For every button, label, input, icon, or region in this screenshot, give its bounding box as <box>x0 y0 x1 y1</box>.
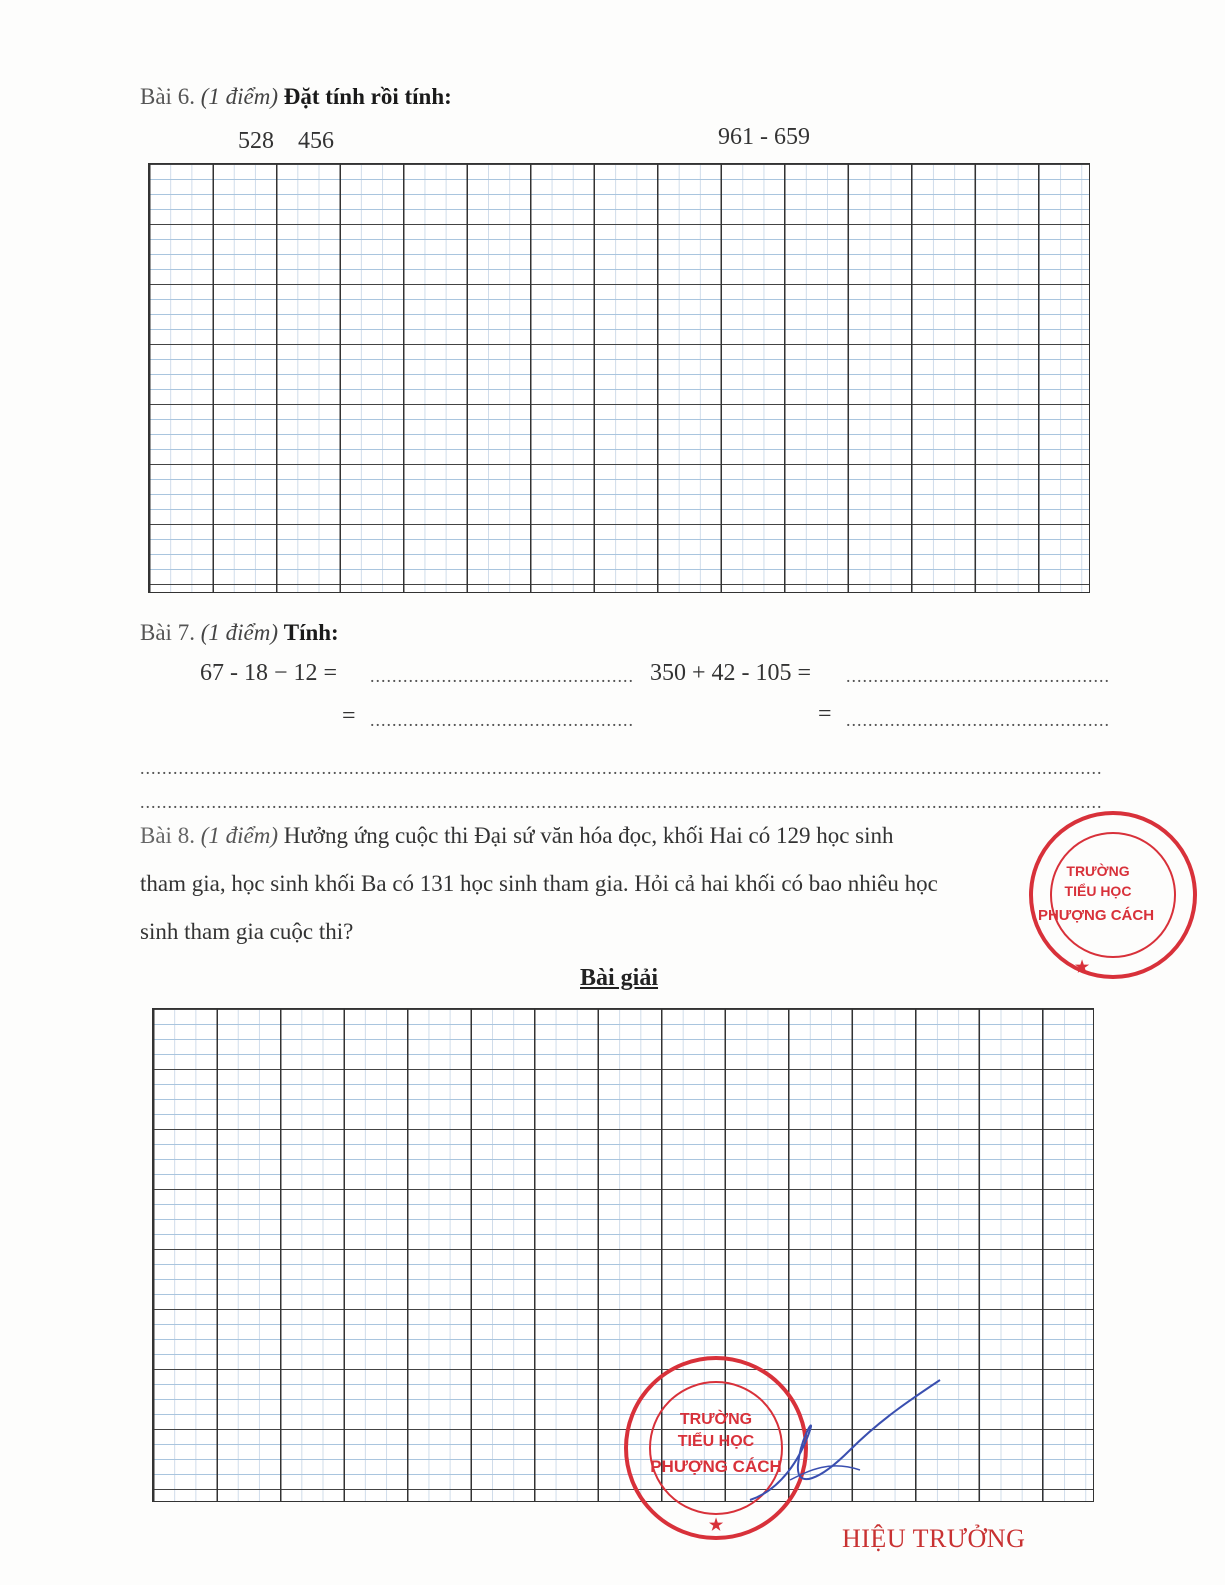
bai7-answer-dots-3[interactable]: ................................................ <box>370 710 634 730</box>
principal-title: HIỆU TRƯỞNG <box>842 1524 1026 1553</box>
bai7-answer-dots-2[interactable]: ................................................ <box>846 666 1110 686</box>
bai7-points: (1 điểm) <box>200 620 278 645</box>
school-stamp-right <box>1018 800 1178 990</box>
bai7-task: Tính: <box>283 620 339 645</box>
bai7-expression-2: 350 + 42 - 105 = <box>650 660 812 686</box>
bai8-text-1: Hưởng ứng cuộc thi Đại sứ văn hóa đọc, khối Hai có 129 học sinh <box>283 823 894 848</box>
bai7-answer-dots-1[interactable]: ................................................ <box>370 666 634 686</box>
bai6-task: Đặt tính rồi tính: <box>283 84 452 109</box>
bai6-points: (1 điểm) <box>200 84 278 109</box>
stamp-right-line-1: TRƯỜNG <box>1066 863 1130 879</box>
bai6-label: Bài 6. <box>140 84 195 109</box>
principal-signature <box>740 1370 960 1520</box>
bai6-expression-1: 528 456 <box>238 128 334 154</box>
bai6-answer-grid[interactable] <box>148 163 1090 593</box>
bai8-line-1 <box>140 824 894 847</box>
bai6-expression-2: 961 - 659 <box>718 124 810 150</box>
svg-text:★: ★ <box>708 1517 724 1534</box>
stamp-bottom-line-2: TIỂU HỌC <box>677 1433 755 1450</box>
bai7-answer-dots-4[interactable]: ................................................ <box>846 710 1110 730</box>
bai8-label: Bài 8. <box>140 823 195 848</box>
bai7-expression-1: 67 - 18 − 12 = <box>200 660 338 686</box>
bai8-line-3: sinh tham gia cuộc thi? <box>140 919 354 944</box>
bai8-points: (1 điểm) <box>200 823 278 848</box>
bai7-heading <box>140 620 339 646</box>
solution-title: Bài giải <box>580 965 659 991</box>
bai7-label: Bài 7. <box>140 620 195 645</box>
bai7-equals-2: = <box>818 701 832 727</box>
stamp-right-line-2: TIỂU HỌC <box>1064 883 1132 899</box>
svg-text:★: ★ <box>1074 959 1090 976</box>
bai8-line-2: tham gia, học sinh khối Ba có 131 học sinh tham gia. Hỏi cả hai khối có bao nhiêu học <box>140 871 938 896</box>
writing-line-1[interactable]: ............................................................................................................................................................................... <box>140 758 1103 778</box>
bai7-equals-1: = <box>342 703 356 729</box>
bai6-heading <box>140 84 452 110</box>
stamp-bottom-line-3: PHƯỢNG CÁCH <box>650 1457 782 1476</box>
stamp-bottom-line-1: TRƯỜNG <box>679 1411 753 1428</box>
writing-line-2[interactable]: ............................................................................................................................................................................... <box>140 792 1103 812</box>
stamp-right-line-3: PHƯỢNG CÁCH <box>1037 907 1155 924</box>
